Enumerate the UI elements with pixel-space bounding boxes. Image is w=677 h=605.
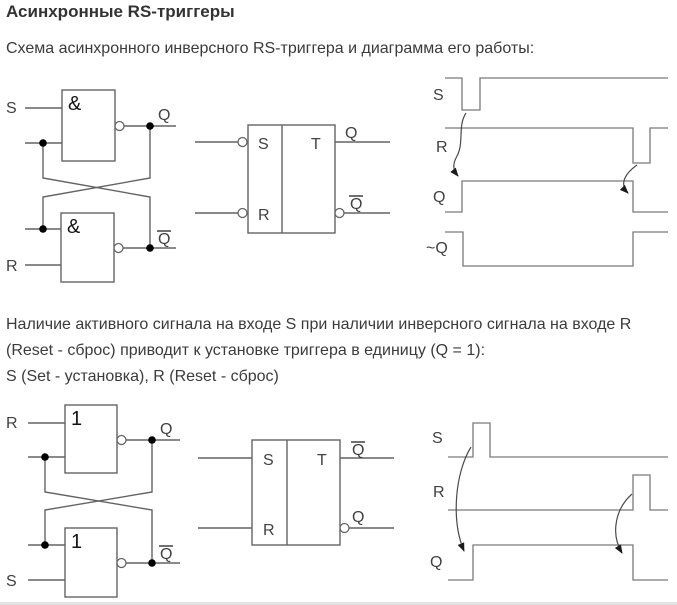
intro-text: Схема асинхронного инверсного RS-триггера и диаграмма его работы: xyxy=(6,40,535,57)
junction-dot xyxy=(148,436,156,444)
inverter-bubble xyxy=(238,209,247,218)
inverter-bubble xyxy=(114,244,123,253)
timing-diagram-direct xyxy=(430,423,668,580)
block-s-label: S xyxy=(258,136,269,153)
inverter-bubble xyxy=(340,524,349,533)
description-line-3: S (Set - установка), R (Reset - сброс) xyxy=(6,368,279,385)
description-line-2: (Reset - сброс) приводит к установке триггера в единицу (Q = 1): xyxy=(6,342,486,359)
nor-rs-circuit xyxy=(6,405,180,597)
timing-notq-label: ~Q xyxy=(426,240,448,257)
inverter-bubble xyxy=(117,559,126,568)
waveform-notq xyxy=(445,232,668,266)
input-s-label: S xyxy=(6,100,17,117)
inverter-bubble xyxy=(115,122,124,131)
output-q-label: Q xyxy=(158,107,171,124)
input-r-label: R xyxy=(6,415,18,432)
timing-q-label: Q xyxy=(433,189,446,206)
waveform-s xyxy=(445,78,668,110)
timing-r-label: R xyxy=(433,484,445,501)
junction-dot xyxy=(146,122,154,130)
block-qbar-label: Q xyxy=(350,196,363,213)
junction-dot xyxy=(39,139,47,147)
block-qbar-label: Q xyxy=(352,442,365,459)
waveform-r xyxy=(445,128,668,163)
nand-symbol-top: & xyxy=(68,93,82,115)
nor-symbol-top: 1 xyxy=(71,408,83,430)
nor-symbol-bottom: 1 xyxy=(71,531,83,553)
nand-symbol-bottom: & xyxy=(67,216,81,238)
waveform-q xyxy=(448,545,668,580)
timing-diagram-inverse xyxy=(426,78,668,266)
inverter-bubble xyxy=(335,209,344,218)
input-s-label: S xyxy=(6,573,17,590)
junction-dot xyxy=(146,244,154,252)
timing-q-label: Q xyxy=(430,554,443,571)
input-r-label: R xyxy=(6,258,18,275)
junction-dot xyxy=(39,225,47,233)
nand-rs-circuit xyxy=(6,90,176,282)
rs-block-symbol-direct xyxy=(198,440,394,545)
junction-dot xyxy=(41,541,49,549)
waveform-s xyxy=(448,423,668,457)
inverter-bubble xyxy=(117,436,126,445)
output-qbar-label: Q xyxy=(158,231,171,248)
block-t-label: T xyxy=(317,452,327,469)
block-q-label: Q xyxy=(345,125,358,142)
output-q-label: Q xyxy=(160,421,173,438)
block-r-label: R xyxy=(263,522,275,539)
block-t-label: T xyxy=(311,136,321,153)
cause-arrow-reset xyxy=(624,165,637,193)
page-title: Асинхронные RS-триггеры xyxy=(6,2,235,21)
timing-s-label: S xyxy=(433,87,444,104)
rs-block-symbol-inverse xyxy=(195,125,390,233)
output-qbar-label: Q xyxy=(160,546,173,563)
junction-dot xyxy=(41,453,49,461)
junction-dot xyxy=(148,559,156,567)
cause-arrow-set xyxy=(456,447,471,551)
timing-s-label: S xyxy=(432,430,443,447)
block-q-label: Q xyxy=(352,509,365,526)
block-s-label: S xyxy=(263,452,274,469)
waveform-r xyxy=(448,475,668,510)
block-r-label: R xyxy=(258,207,270,224)
description-line-1: Наличие активного сигнала на входе S при наличии инверсного сигнала на входе R xyxy=(6,316,632,333)
cause-arrow-set xyxy=(454,113,466,176)
waveform-q xyxy=(445,181,668,212)
timing-r-label: R xyxy=(436,139,448,156)
inverter-bubble xyxy=(238,138,247,147)
cause-arrow-reset xyxy=(616,494,632,553)
